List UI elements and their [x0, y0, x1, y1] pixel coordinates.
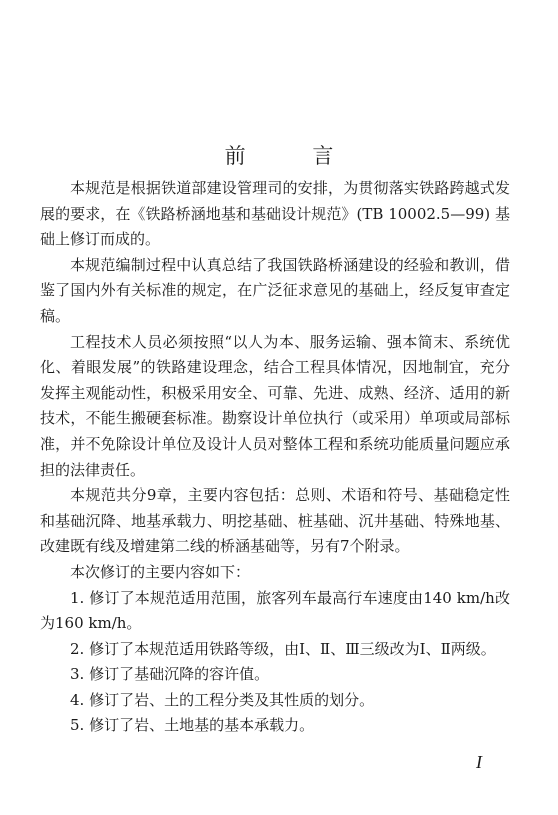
paragraph-4: 本规范共分9章，主要内容包括：总则、术语和符号、基础稳定性和基础沉降、地基承载力、明挖基础、桩基础、沉井基础、特殊地基、改建既有线及增建第二线的桥涵基础等，另有7个附录。 [40, 486, 510, 556]
paragraph-2: 本规范编制过程中认真总结了我国铁路桥涵建设的经验和教训，借鉴了国内外有关标准的规定，在广泛征求意见的基础上，经反复审查定稿。 [40, 255, 510, 325]
list-item-4: 4. 修订了岩、土的工程分类及其性质的划分。 [70, 690, 375, 709]
document-body [40, 176, 510, 739]
list-item-1: 1. 修订了本规范适用范围，旅客列车最高行车速度由140 km/h改为160 km/h。 [40, 588, 510, 633]
paragraph-3: 工程技术人员必须按照“以人为本、服务运输、强本简末、系统优化、着眼发展”的铁路建设理念，结合工程具体情况，因地制宜，充分发挥主观能动性，积极采用安全、可靠、先进、成熟、经济、适用的新技术，不能生搬硬套标准。勘察设计单位执行（或采用）单项或局部标准，并不免除设计单位及设计人员对整体工程和系统功能质量问题应承担的法律责任。 [40, 332, 510, 479]
list-item-2: 2. 修订了本规范适用铁路等级，由Ⅰ、Ⅱ、Ⅲ三级改为Ⅰ、Ⅱ两级。 [70, 639, 496, 658]
paragraph-1: 本规范是根据铁道部建设管理司的安排，为贯彻落实铁路跨越式发展的要求，在《铁路桥涵地基和基础设计规范》(TB 10002.5—99) 基础上修订而成的。 [40, 179, 510, 249]
list-item-3: 3. 修订了基础沉降的容许值。 [70, 665, 270, 684]
page-number: I [476, 752, 482, 772]
page-title: 前 言 [224, 144, 364, 169]
list-item-5: 5. 修订了岩、土地基的基本承载力。 [70, 716, 315, 735]
paragraph-5: 本次修订的主要内容如下： [70, 562, 251, 581]
